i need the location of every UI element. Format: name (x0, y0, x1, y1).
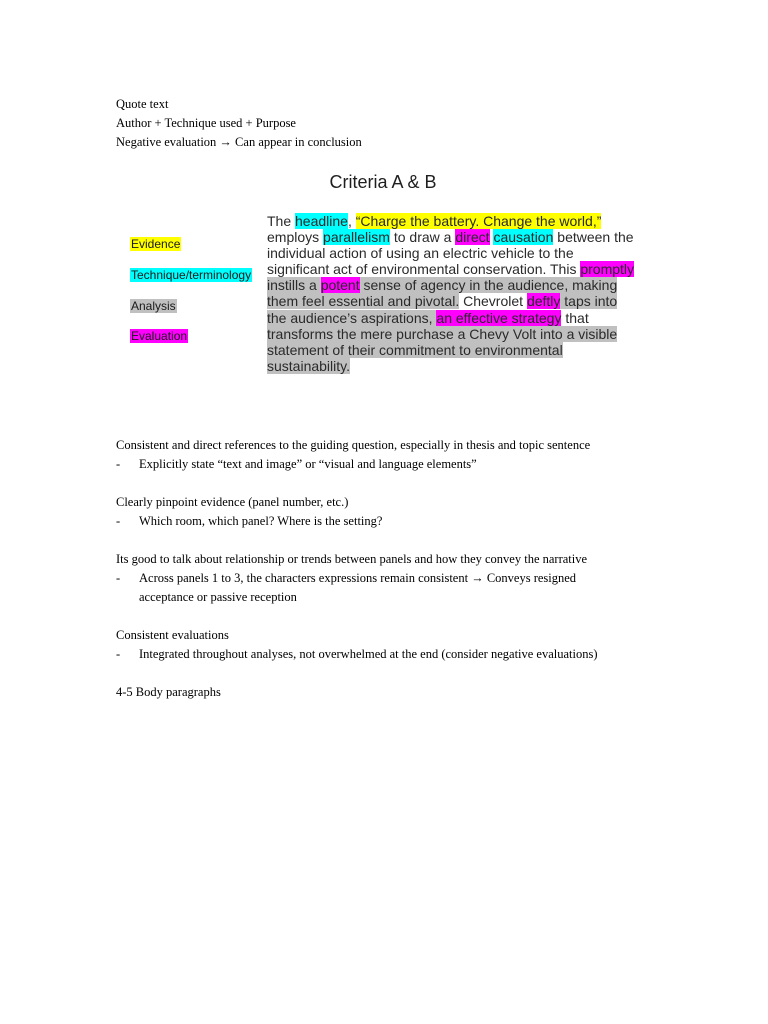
bullet-text: Explicitly state “text and image” or “visual and language elements” (139, 457, 477, 471)
paragraph-segment: between the individual action of using an electric vehicle to the significant act of environmental conservation. This (267, 229, 634, 278)
paragraph-segment: causation (493, 229, 554, 246)
list-item (116, 645, 676, 664)
section-guiding-question-heading: Consistent and direct references to the guiding question, especially in thesis and topic sentence (116, 438, 591, 452)
note-negative-evaluation: Negative evaluation → Can appear in conclusion (116, 135, 362, 149)
list-item (116, 512, 676, 531)
paragraph-segment: headline (295, 213, 348, 229)
paragraph-segment: potent (320, 277, 360, 294)
section-body-paragraphs-heading: 4-5 Body paragraphs (116, 685, 221, 699)
bullet-marker: - (116, 514, 121, 528)
bullet-marker: - (116, 571, 121, 585)
paragraph-segment: “Charge the battery. Change the world,” (355, 213, 602, 229)
list-item (116, 455, 676, 474)
paragraph-segment: direct (455, 229, 490, 246)
paragraph-segment: , (347, 213, 356, 229)
paragraph-segment: an effective strategy (436, 309, 562, 326)
paragraph-segment: sense of agency in the audience, making them feel essential and pivotal. (267, 277, 618, 310)
legend-technique: Technique/terminology (131, 268, 252, 282)
paragraph-segment: transforms the mere purchase a Chevy Volt into a visible statement of their commitment to environmental sustainability. (267, 325, 618, 374)
bullet-text: Across panels 1 to 3, the characters expressions remain consistent → Conveys resigned acceptance or passive reception (139, 571, 577, 604)
paragraph-segment: to draw a (389, 229, 456, 246)
slide-title: Criteria A & B (329, 172, 437, 192)
bullet-text: Integrated throughout analyses, not overwhelmed at the end (consider negative evaluations) (139, 647, 598, 661)
criteria-slide (118, 160, 648, 392)
paragraph-segment: promptly (580, 261, 635, 278)
paragraph-segment: deftly (526, 293, 561, 310)
note-author-technique: Author + Technique used + Purpose (116, 116, 296, 130)
paragraph-segment: The (267, 213, 296, 229)
paragraph-segment: employs (267, 229, 324, 246)
paragraph-segment: that (561, 309, 589, 326)
paragraph-segment: Chevrolet (459, 293, 527, 310)
legend-evidence: Evidence (131, 237, 181, 251)
section-evaluations-heading: Consistent evaluations (116, 628, 229, 642)
list-item (116, 569, 676, 607)
legend-evaluation: Evaluation (131, 329, 188, 343)
bullet-marker: - (116, 647, 121, 661)
paragraph-segment: parallelism (323, 229, 390, 246)
slide-paragraph (267, 213, 639, 374)
bullet-text: Which room, which panel? Where is the setting? (139, 514, 383, 528)
paragraph-segment: instills a (267, 277, 321, 294)
section-relationship-heading: Its good to talk about relationship or trends between panels and how they convey the narrative (116, 552, 588, 566)
section-evidence-heading: Clearly pinpoint evidence (panel number, etc.) (116, 495, 349, 509)
bullet-marker: - (116, 457, 121, 471)
paragraph-segment: taps into the audience’s aspirations, (267, 293, 618, 326)
note-quote-text: Quote text (116, 97, 169, 111)
legend-analysis: Analysis (131, 299, 176, 313)
